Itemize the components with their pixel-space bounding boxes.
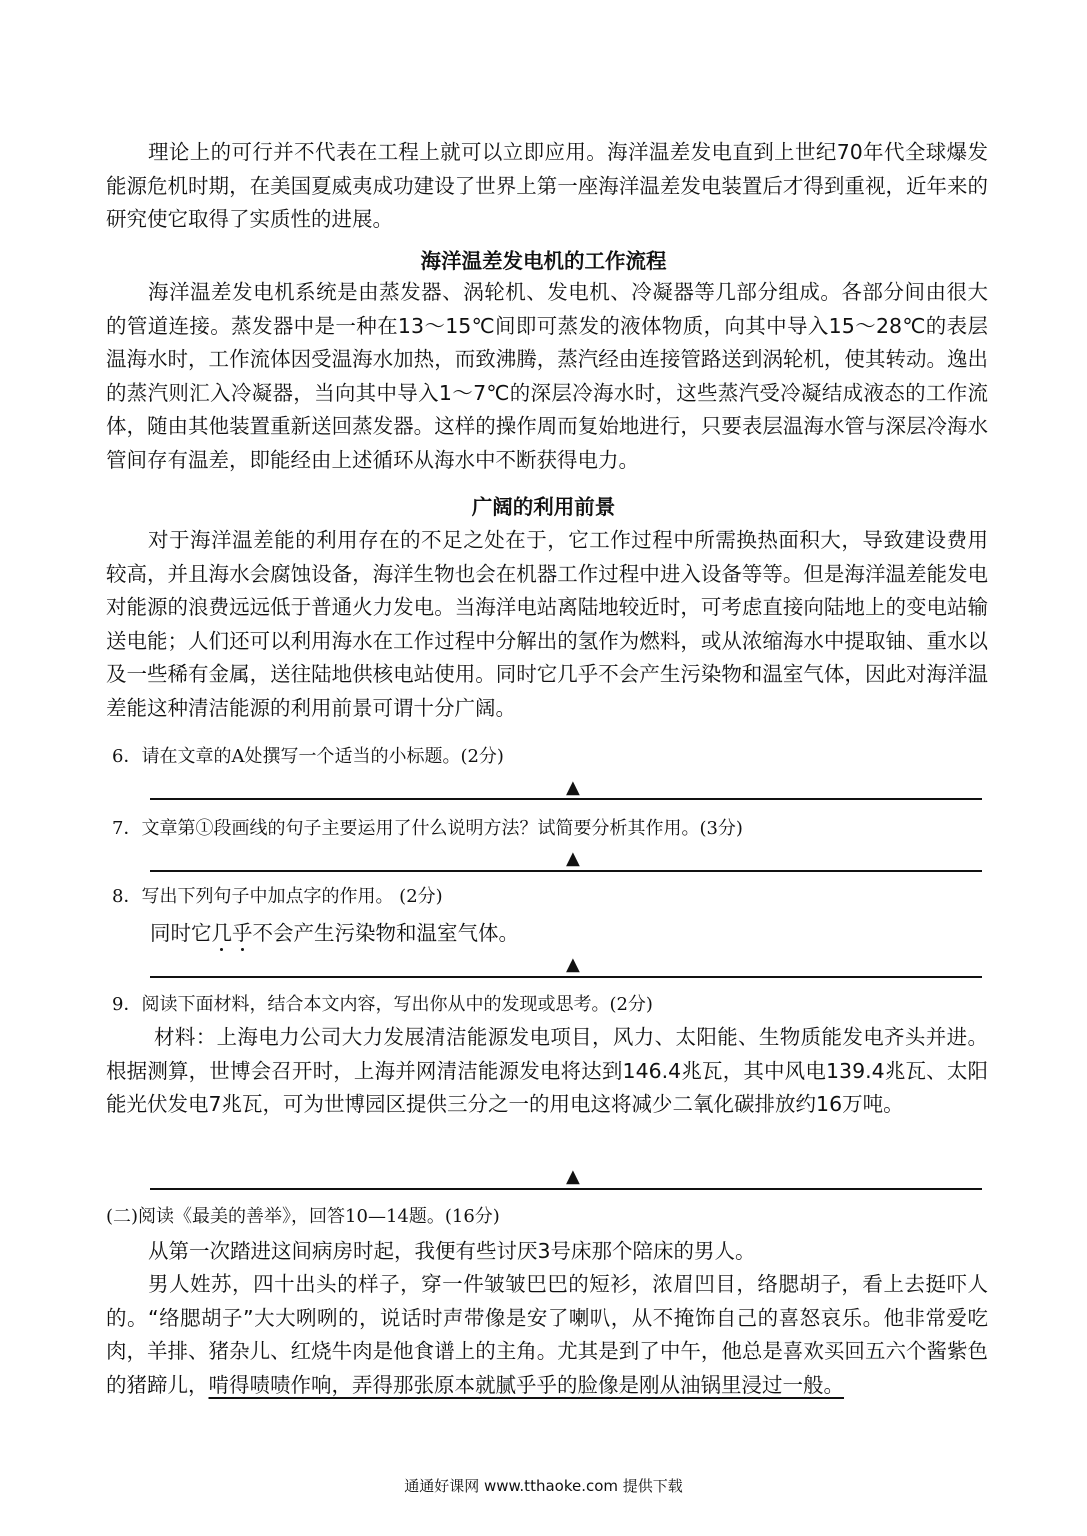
answer-marker-8: ▲: [566, 954, 580, 975]
section-heading-prospect: 广阔的利用前景: [471, 495, 616, 519]
question-6: 6．请在文章的A处撰写一个适当的小标题。(2分): [112, 746, 504, 767]
section-2-title: (二)阅读《最美的善举》，回答10—14题。(16分): [106, 1206, 500, 1227]
page-footer: 通通好课网 www.tthaoke.com 提供下载: [404, 1477, 683, 1495]
answer-marker-9: ▲: [566, 1166, 580, 1187]
paragraph-prospect: 对于海洋温差能的利用存在的不足之处在于，它工作过程中所需换热面积大，导致建设费用较高，并且海水会腐蚀设备，海洋生物也会在机器工作过程中进入设备等等。但是海洋温差能发电对能源的浪费远远低于普通火力发电。当海洋电站离陆地较近时，可考虑直接向陆地上的变电站输送电能；人们还可以利用海水在工作过程中分解出的氢作为燃料，或从浓缩海水中提取铀、重水以及一些稀有金属，送往陆地供核电站使用。同时它几乎不会产生污染物和温室气体，因此对海洋温差能这种清洁能源的利用前景可谓十分广阔。: [106, 528, 988, 720]
question-7: 7．文章第①段画线的句子主要运用了什么说明方法？试简要分析其作用。(3分): [112, 818, 743, 839]
answer-line-7[interactable]: [150, 870, 982, 872]
paragraph-intro: 理论上的可行并不代表在工程上就可以立即应用。海洋温差发电直到上世纪70年代全球爆发能源危机时期，在美国夏威夷成功建设了世界上第一座海洋温差发电装置后才得到重视，近年来的研究使它取得了实质性的进展。: [106, 140, 988, 231]
question-9: 9．阅读下面材料，结合本文内容，写出你从中的发现或思考。(2分): [112, 994, 653, 1015]
question-8-sentence: [150, 916, 519, 946]
answer-line-9[interactable]: [150, 1188, 982, 1190]
answer-line-8[interactable]: [150, 976, 982, 978]
answer-marker-6: ▲: [566, 777, 580, 798]
paragraph-process: 海洋温差发电机系统是由蒸发器、涡轮机、发电机、冷凝器等几部分组成。各部分间由很大的管道连接。蒸发器中是一种在13～15℃间即可蒸发的液体物质，向其中导入15～28℃的表层温海水时，工作流体因受温海水加热，而致沸腾，蒸汽经由连接管路送到涡轮机，使其转动。逸出的蒸汽则汇入冷凝器，当向其中导入1～7℃的深层冷海水时，这些蒸汽受冷凝结成液态的工作流体，随由其他装置重新送回蒸发器。这样的操作周而复始地进行，只要表层温海水管与深层冷海水管间存有温差，即能经由上述循环从海水中不断获得电力。: [106, 280, 988, 472]
answer-line-6[interactable]: [150, 798, 982, 800]
underlined-sentence: 啃得啧啧作响，弄得那张原本就腻乎乎的脸像是刚从油锅里浸过一般。: [208, 1372, 844, 1397]
dotted-char-2: 乎: [232, 921, 253, 945]
story-paragraph-2: [106, 1268, 988, 1402]
sentence-after: 不会产生污染物和温室气体。: [252, 921, 519, 945]
section-heading-workflow: 海洋温差发电机的工作流程: [420, 249, 667, 273]
question-9-material: 材料：上海电力公司大力发展清洁能源发电项目，风力、太阳能、生物质能发电齐头并进。根据测算，世博会召开时，上海并网清洁能源发电将达到146.4兆瓦，其中风电139.4兆瓦、太阳能光伏发电7兆瓦，可为世博园区提供三分之一的用电这将减少二氧化碳排放约16万吨。: [106, 1025, 988, 1116]
sentence-before: 同时它: [150, 921, 212, 945]
answer-marker-7: ▲: [566, 848, 580, 869]
story-paragraph-1: 从第一次踏进这间病房时起，我便有些讨厌3号床那个陪床的男人。: [148, 1239, 756, 1263]
dotted-char-1: 几: [211, 921, 232, 945]
story-paragraph-2-text: 男人姓苏，四十出头的样子，穿一件皱皱巴巴的短衫，浓眉凹目，络腮胡子，看上去挺吓人的。“络腮胡子”大大咧咧的，说话时声带像是安了喇叭，从不掩饰自己的喜怒哀乐。他非常爱吃肉，羊排、猪杂儿、红烧牛肉是他食谱上的主角。尤其是到了中午，他总是喜欢买回五六个酱紫色的猪蹄儿，: [106, 1272, 988, 1397]
question-8: 8．写出下列句子中加点字的作用。 (2分): [112, 886, 443, 907]
